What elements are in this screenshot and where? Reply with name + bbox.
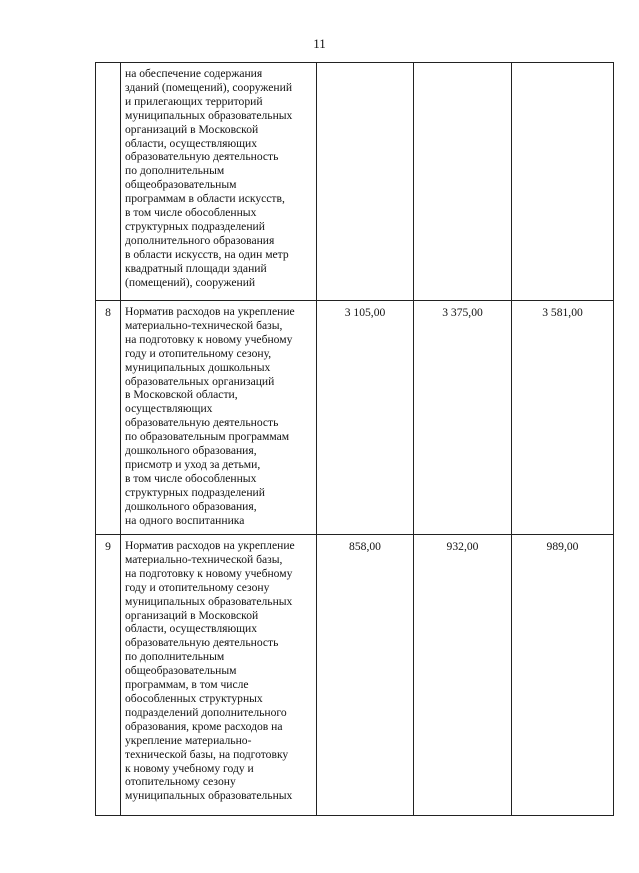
value-cell-year-1: 858,00 — [317, 535, 414, 816]
value-cell-year-2: 3 375,00 — [414, 301, 512, 535]
value-cell-year-3 — [512, 63, 614, 301]
row-description-cell — [121, 535, 317, 816]
value-cell-year-1 — [317, 63, 414, 301]
row-description-text: Норматив расходов на укрепление материально-технической базы, на подготовку к новому учебному году и отопительному сезону, муниципальных дошкольных образовательных организаций в Московской области, осуществляющих образовательную деятельность по образовательным программам дошкольного образования, присмотр и уход за детьми, в том числе обособленных структурных подразделений дошкольного образования, на одного воспитанника — [125, 305, 295, 527]
value-cell-year-1: 3 105,00 — [317, 301, 414, 535]
row-description-cell — [121, 63, 317, 301]
row-number-cell: 9 — [96, 535, 121, 816]
table-row — [96, 301, 614, 535]
value-cell-year-2 — [414, 63, 512, 301]
expense-norms-table — [95, 62, 614, 816]
row-description-text: Норматив расходов на укрепление материально-технической базы, на подготовку к новому учебному году и отопительному сезону муниципальных образовательных организаций в Московской области, осуществляющих образовательную деятельность по дополнительным общеобразовательным программам, в том числе обособленных структурных подразделений дополнительного образования, кроме расходов на укрепление материально- технической базы, на подготовку к новому учебному году и отопительному сезону муниципальных образовательных — [125, 539, 295, 803]
row-description-cell — [121, 301, 317, 535]
page-number: 11 — [313, 36, 326, 51]
value-cell-year-3: 3 581,00 — [512, 301, 614, 535]
row-number-cell: 8 — [96, 301, 121, 535]
row-number-cell — [96, 63, 121, 301]
value-cell-year-3: 989,00 — [512, 535, 614, 816]
row-description-text: на обеспечение содержания зданий (помещений), сооружений и прилегающих территорий муниципальных образовательных организаций в Московской области, осуществляющих образовательную деятельность по дополнительным общеобразовательным программам в области искусств, в том числе обособленных структурных подразделений дополнительного образования в области искусств, на один метр квадратный площади зданий (помещений), сооружений — [125, 67, 293, 289]
table-row — [96, 535, 614, 816]
value-cell-year-2: 932,00 — [414, 535, 512, 816]
table-row — [96, 63, 614, 301]
